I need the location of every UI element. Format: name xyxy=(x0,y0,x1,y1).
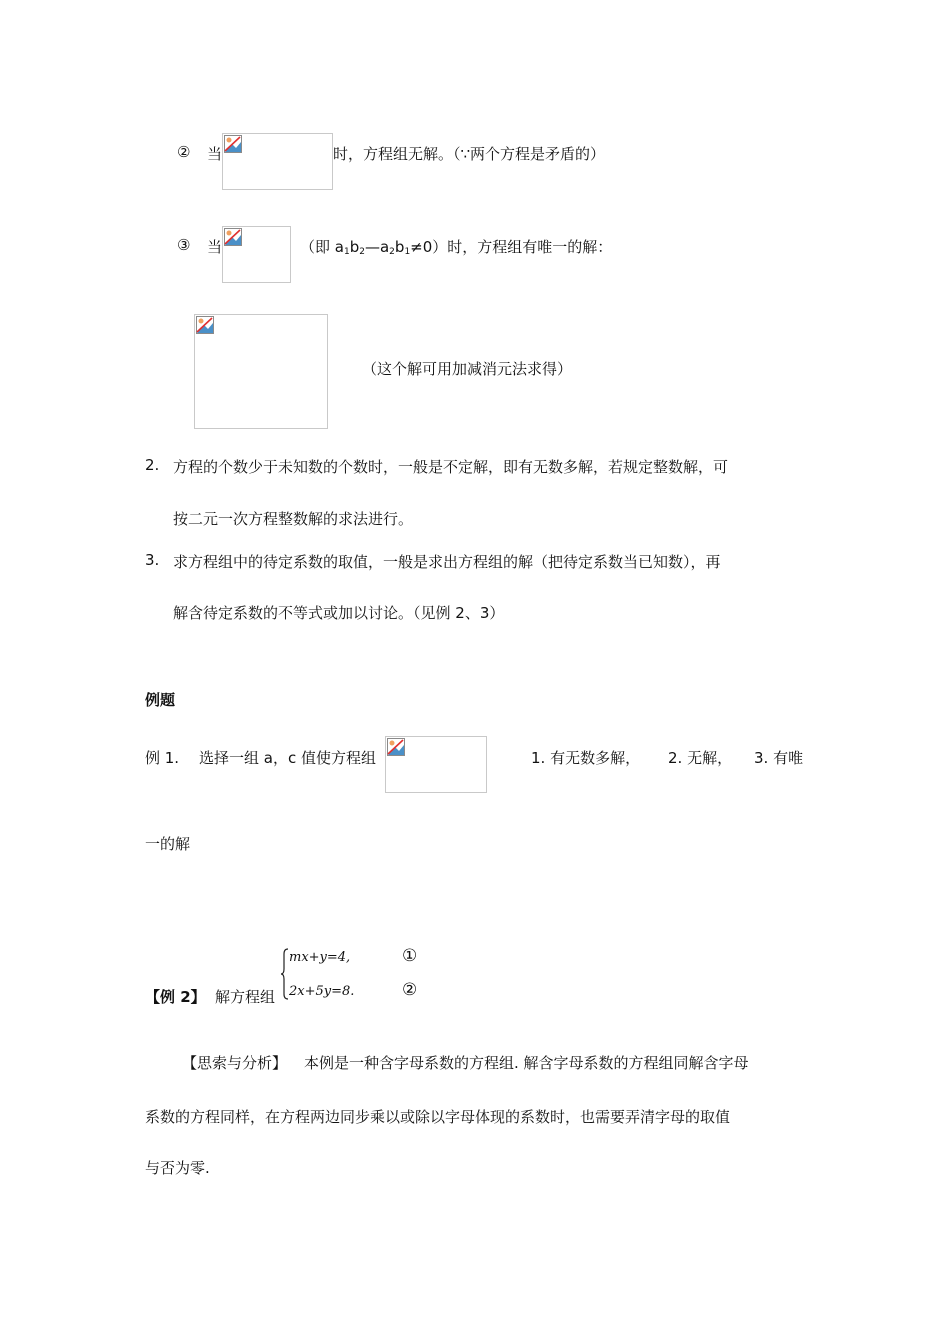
broken-image-icon xyxy=(224,135,242,153)
example1-text: 选择一组 a，c 值使方程组 xyxy=(199,749,376,767)
analysis-line1: 本例是一种含字母系数的方程组. 解含字母系数的方程组同解含字母 xyxy=(304,1054,749,1072)
analysis-line2: 系数的方程同样，在方程两边同步乘以或除以字母体现的系数时，也需要弄清字母的取值 xyxy=(145,1108,731,1126)
case3-prefix: 当 xyxy=(207,238,223,256)
example2-equation-1: mx+y=4, xyxy=(289,950,351,965)
broken-image-icon xyxy=(387,738,405,756)
section-title: 例题 xyxy=(145,691,176,709)
example1-option-3: 3. 有唯 xyxy=(754,749,804,767)
item3-line2: 解含待定系数的不等式或加以讨论。（见例 2、3） xyxy=(173,604,505,622)
example2-mark-1: ① xyxy=(402,946,418,966)
example1-option-2: 2. 无解， xyxy=(668,749,733,767)
example2-mark-2: ② xyxy=(402,980,418,1000)
case3-number: ③ xyxy=(177,236,191,254)
example1-option-1: 1. 有无数多解， xyxy=(531,749,641,767)
example2-text: 解方程组 xyxy=(215,988,276,1006)
broken-image-icon xyxy=(224,228,242,246)
item3-line1: 求方程组中的待定系数的取值，一般是求出方程组的解（把待定系数当已知数），再 xyxy=(173,553,721,571)
broken-image-icon xyxy=(196,316,214,334)
case2-prefix: 当 xyxy=(207,145,223,163)
analysis-line3: 与否为零. xyxy=(145,1159,210,1177)
item2-line2: 按二元一次方程整数解的求法进行。 xyxy=(173,510,414,528)
item2-line1: 方程的个数少于未知数的个数时，一般是不定解，即有无数多解，若规定整数解，可 xyxy=(173,458,729,476)
case3-text: （即 $a_1b_2—a_2b_1\ne 0$）时，方程组有唯一的解： xyxy=(300,238,613,257)
example2-label: 【例 2】 xyxy=(145,988,206,1006)
example1-system-image xyxy=(385,736,487,793)
case2-number: ② xyxy=(177,143,191,161)
example1-continuation: 一的解 xyxy=(145,835,191,853)
solution-formula-image xyxy=(194,314,328,429)
item2-number: 2. xyxy=(145,456,160,474)
case2-formula-image xyxy=(222,133,333,190)
analysis-label: 【思索与分析】 xyxy=(182,1054,288,1072)
case2-text: 时，方程组无解。（∵两个方程是矛盾的） xyxy=(333,145,606,163)
solution-note: （这个解可用加减消元法求得） xyxy=(362,360,573,378)
item3-number: 3. xyxy=(145,551,160,569)
example1-label: 例 1. xyxy=(145,749,180,767)
case3-formula-image xyxy=(222,226,291,283)
example2-equation-2: 2x+5y=8. xyxy=(289,984,355,999)
